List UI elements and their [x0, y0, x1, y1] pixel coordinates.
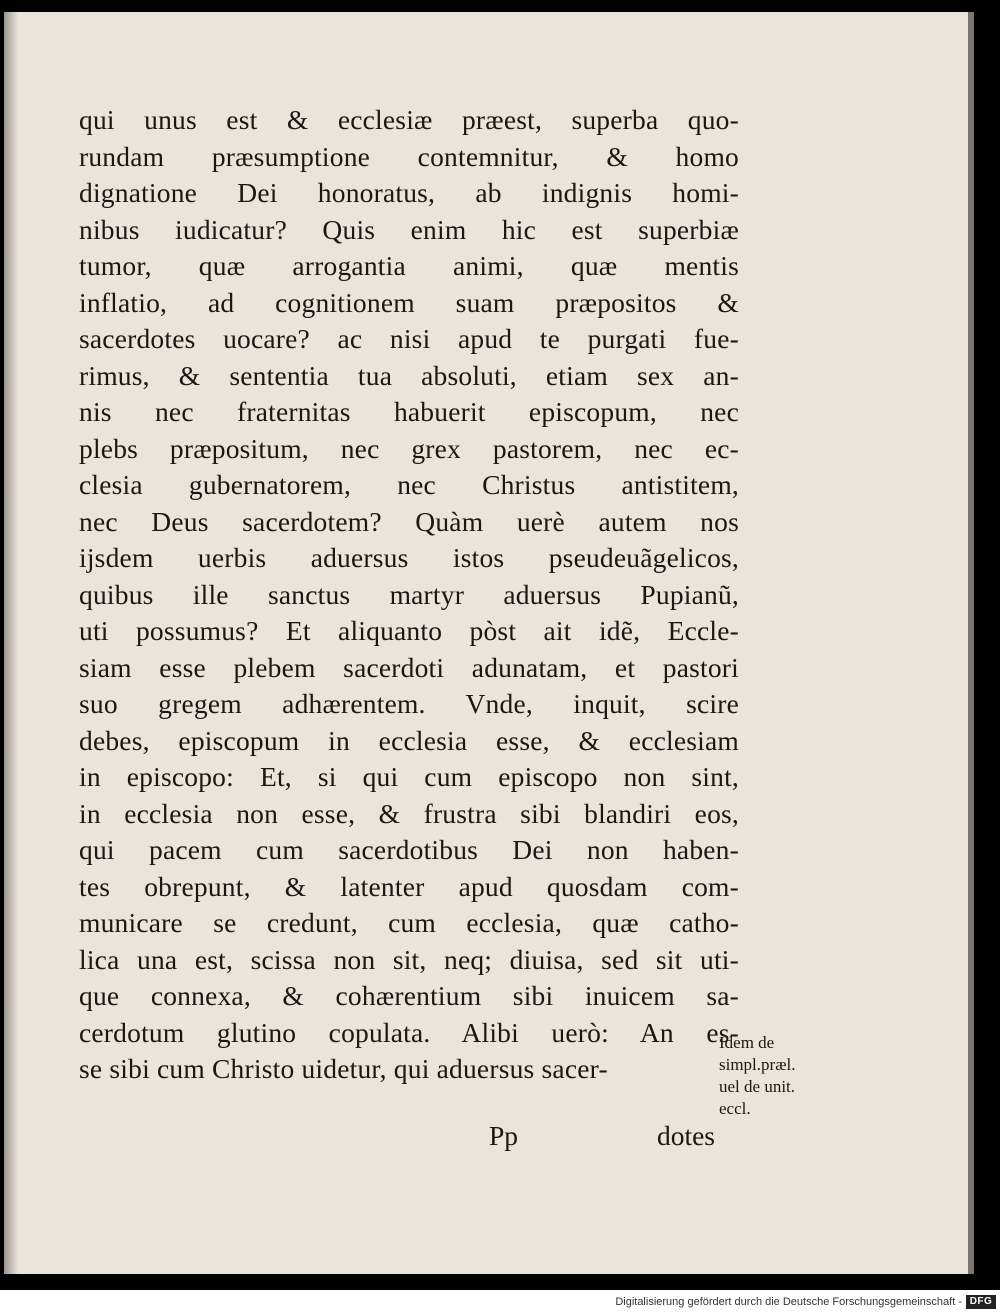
- signature-mark: Pp: [489, 1120, 519, 1151]
- marginal-note-line: Idem de: [719, 1033, 775, 1052]
- text-line: municare se credunt, cum ecclesia, quæ catho-: [79, 907, 739, 938]
- text-line: in ecclesia non esse, & frustra sibi blandiri eos,: [79, 797, 739, 829]
- text-line: inflatio, ad cognitionem suam præpositos &: [79, 286, 739, 318]
- marginal-note-line: uel de unit.: [719, 1077, 796, 1096]
- marginal-note-line: simpl.præl.: [719, 1055, 796, 1074]
- catchword: dotes: [656, 1120, 715, 1151]
- text-line: rimus, & sententia tua absoluti, etiam sex an-: [79, 359, 739, 391]
- text-line: in episcopo: Et, si qui cum episcopo non sint,: [79, 761, 739, 792]
- text-line: siam esse plebem sacerdoti adunatam, et pastori: [79, 651, 739, 683]
- text-line: ijsdem uerbis aduersus istos pseudeuãgelicos,: [79, 542, 739, 573]
- text-line: tes obrepunt, & latenter apud quosdam com-: [79, 870, 739, 902]
- text-line: suo gregem adhærentem. Vnde, inquit, scire: [79, 688, 739, 719]
- text-line: plebs præpositum, nec grex pastorem, nec ec-: [79, 432, 739, 464]
- dfg-logo-icon: DFG: [966, 1295, 996, 1309]
- text-line: nec Deus sacerdotem? Quàm uerè autem nos: [79, 505, 739, 537]
- text-line: clesia gubernatorem, nec Christus antistitem,: [79, 469, 739, 500]
- text-line: tumor, quæ arrogantia animi, quæ mentis: [79, 250, 739, 281]
- text-line: quibus ille sanctus martyr aduersus Pupianũ,: [79, 578, 739, 610]
- text-line: qui pacem cum sacerdotibus Dei non haben-: [79, 834, 739, 865]
- text-line: rundam præsumptione contemnitur, & homo: [79, 140, 739, 172]
- marginal-note-line: eccl.: [719, 1099, 751, 1118]
- digitization-footer: [0, 1290, 1000, 1315]
- text-line: se sibi cum Christo uidetur, qui aduersus sacer-: [79, 1053, 608, 1084]
- text-line: nibus iudicatur? Quis enim hic est superbiæ: [79, 213, 739, 245]
- main-text-block: [79, 102, 739, 1088]
- text-line: lica una est, scissa non sit, neq; diuisa, sed sit uti-: [79, 943, 739, 975]
- text-line: uti possumus? Et aliquanto pòst ait idẽ, Eccle-: [79, 615, 739, 646]
- dfg-credit-text: Digitalisierung gefördert durch die Deutsche Forschungsgemeinschaft -: [615, 1296, 962, 1308]
- page-footer-line: [79, 1120, 719, 1160]
- marginal-note: [719, 1032, 849, 1120]
- text-line: sacerdotes uocare? ac nisi apud te purgati fue-: [79, 323, 739, 354]
- text-line: qui unus est & ecclesiæ præest, superba quo-: [79, 104, 739, 135]
- text-line: nis nec fraternitas habuerit episcopum, nec: [79, 396, 739, 427]
- text-line: que connexa, & cohærentium sibi inuicem sa-: [79, 980, 739, 1011]
- text-line: debes, episcopum in ecclesia esse, & ecclesiam: [79, 724, 739, 756]
- text-line: cerdotum glutino copulata. Alibi uerò: An es-: [79, 1016, 739, 1048]
- book-page: [4, 12, 974, 1274]
- text-line: dignatione Dei honoratus, ab indignis homi-: [79, 177, 739, 208]
